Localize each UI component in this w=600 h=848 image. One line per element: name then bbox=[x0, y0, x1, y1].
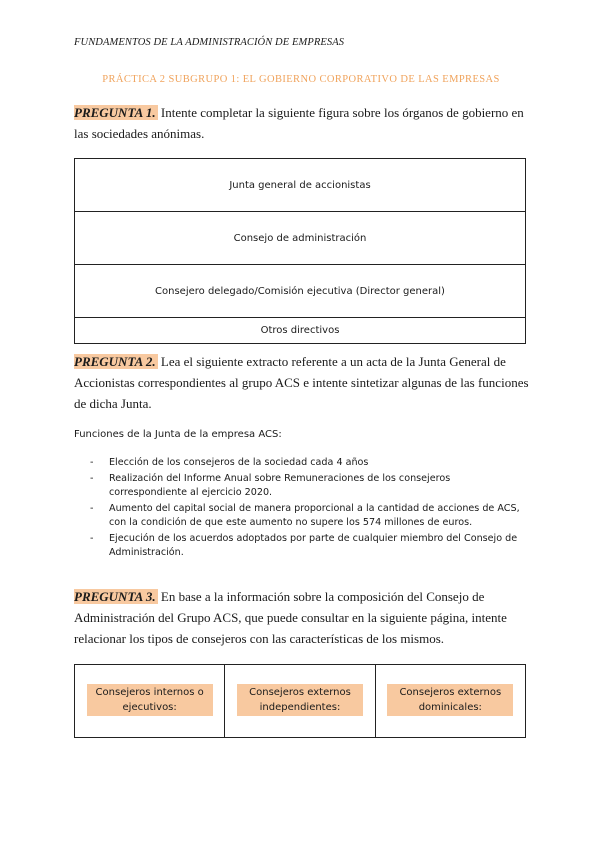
question-1-text: Intente completar la siguiente figura sobre los órganos de gobierno en las sociedades anónimas. bbox=[74, 105, 524, 141]
organ-label: Junta general de accionistas bbox=[229, 179, 371, 191]
bullet-dash: - bbox=[90, 457, 94, 468]
question-1-label: PREGUNTA 1. bbox=[74, 105, 156, 120]
function-text: Realización del Informe Anual sobre Remuneraciones de los consejeros correspondiente al ejercicio 2020. bbox=[109, 473, 451, 498]
director-type-cell bbox=[376, 665, 525, 737]
list-item bbox=[74, 456, 524, 470]
course-title: FUNDAMENTOS DE LA ADMINISTRACIÓN DE EMPRESAS bbox=[74, 37, 345, 48]
bullet-dash: - bbox=[90, 533, 94, 544]
organ-row bbox=[75, 265, 525, 318]
organ-label: Consejero delegado/Comisión ejecutiva (Director general) bbox=[155, 285, 445, 297]
list-item bbox=[74, 502, 524, 530]
function-text: Ejecución de los acuerdos adoptados por parte de cualquier miembro del Consejo de Administración. bbox=[109, 533, 518, 558]
bullet-dash: - bbox=[90, 503, 94, 514]
director-type-label: Consejeros externos independientes: bbox=[237, 684, 363, 716]
question-1 bbox=[74, 102, 530, 144]
list-item bbox=[74, 532, 524, 560]
organ-row bbox=[75, 212, 525, 265]
question-2-text: Lea el siguiente extracto referente a un acta de la Junta General de Accionistas correspondientes al grupo ACS e intente sintetizar algunas de las funciones de dicha Junta. bbox=[74, 354, 529, 411]
director-type-cell bbox=[75, 665, 225, 737]
function-text: Elección de los consejeros de la sociedad cada 4 años bbox=[109, 457, 369, 468]
list-item bbox=[74, 472, 524, 500]
director-type-cell bbox=[225, 665, 375, 737]
question-3 bbox=[74, 586, 530, 649]
question-2-label: PREGUNTA 2. bbox=[74, 354, 156, 369]
functions-list bbox=[74, 456, 524, 562]
organ-label: Otros directivos bbox=[260, 325, 340, 336]
director-types-table bbox=[74, 664, 526, 738]
organ-row bbox=[75, 159, 525, 212]
bullet-dash: - bbox=[90, 473, 94, 484]
function-text: Aumento del capital social de manera proporcional a la cantidad de acciones de ACS, con la condición de que este aumento no supere los 574 millones de euros. bbox=[109, 503, 520, 528]
director-type-label: Consejeros internos o ejecutivos: bbox=[87, 684, 213, 716]
question-3-text: En base a la información sobre la composición del Consejo de Administración del Grupo ACS, que puede consultar en la siguiente página, intente relacionar los tipos de consejeros con las características de los mismos. bbox=[74, 589, 507, 646]
organ-row bbox=[75, 318, 525, 343]
functions-intro: Funciones de la Junta de la empresa ACS: bbox=[74, 429, 282, 440]
governance-organs-table bbox=[74, 158, 526, 344]
question-2 bbox=[74, 351, 530, 414]
director-type-label: Consejeros externos dominicales: bbox=[387, 684, 513, 716]
organ-label: Consejo de administración bbox=[233, 232, 367, 244]
practice-title: PRÁCTICA 2 SUBGRUPO 1: EL GOBIERNO CORPORATIVO DE LAS EMPRESAS bbox=[102, 74, 500, 85]
question-3-label: PREGUNTA 3. bbox=[74, 589, 156, 604]
